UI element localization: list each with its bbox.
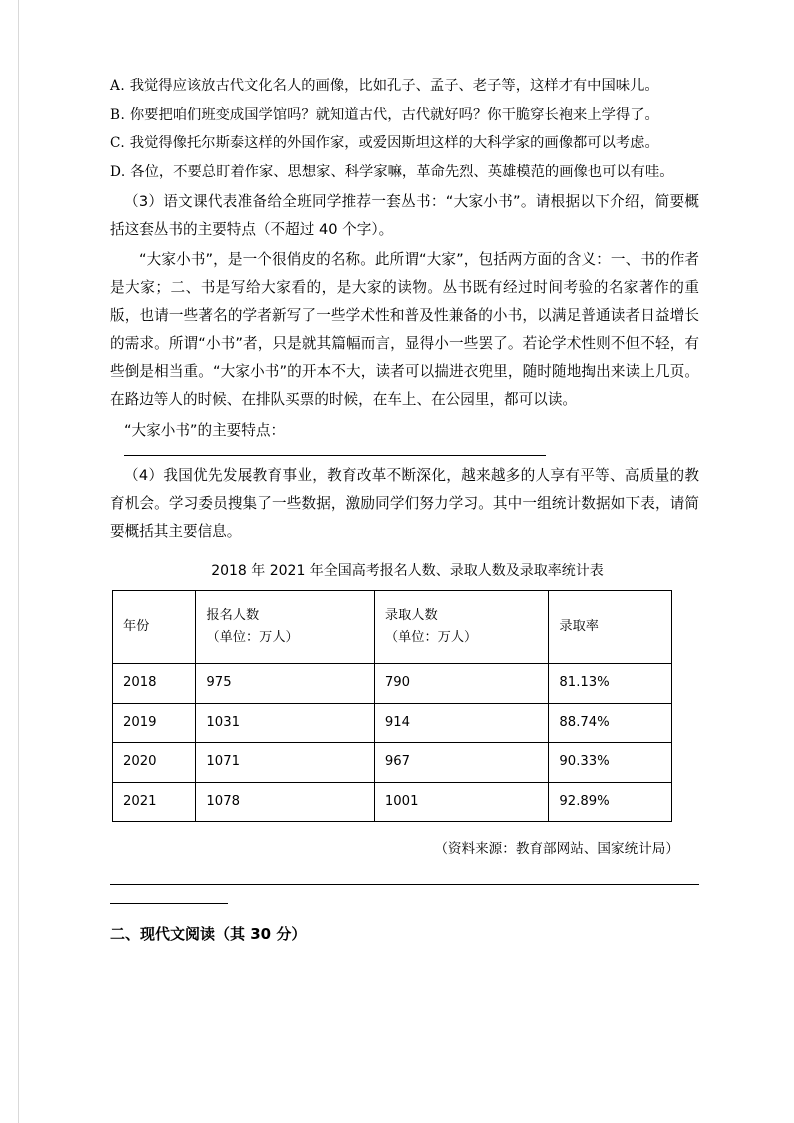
cell-applicants-2018: 975 — [196, 664, 374, 703]
page-left-border — [18, 0, 19, 1123]
header-applicants — [196, 591, 374, 664]
option-b-text: 你要把咱们班变成国学馆吗？就知道古代，古代就好吗？你干脆穿长袍来上学得了。 — [129, 106, 659, 123]
option-d-label: D. — [110, 163, 126, 180]
option-a — [110, 72, 699, 101]
cell-admitted-2021: 1001 — [374, 782, 549, 821]
table-row — [113, 743, 672, 782]
option-a-text: 我觉得应该放古代文化名人的画像，比如孔子、孟子、老子等，这样才有中国味儿。 — [129, 78, 659, 94]
table-row — [113, 703, 672, 742]
header-applicants-line1: 报名人数 — [206, 608, 260, 623]
question-3-answer-label: “大家小书”的主要特点： — [124, 421, 286, 439]
cell-year-2020: 2020 — [113, 743, 196, 782]
option-c — [110, 129, 699, 158]
cell-year-2021: 2021 — [113, 782, 196, 821]
option-c-text: 我觉得像托尔斯泰这样的外国作家，或爱因斯坦这样的大科学家的画像都可以考虑。 — [129, 135, 659, 152]
option-a-label: A. — [110, 78, 126, 94]
cell-applicants-2020: 1071 — [196, 743, 374, 782]
table-header-row — [113, 591, 672, 664]
answer-blank-line — [124, 455, 546, 456]
option-d — [110, 158, 699, 187]
cell-applicants-2021: 1078 — [196, 782, 374, 821]
cell-rate-2018: 81.13% — [549, 664, 672, 703]
option-b-label: B. — [110, 106, 126, 123]
option-d-text: 各位，不要总盯着作家、思想家、科学家嘛，革命先烈、英雄模范的画像也可以有哇。 — [130, 163, 674, 180]
question-3-passage: “大家小书”，是一个很俏皮的名称。此所谓“大家”，包括两方面的含义：一、书的作者是大家；二、书是写给大家看的，是大家的读物。丛书既有经过时间考验的名家著作的重版，也请一些著名的学者新写了一些学术性和普及性兼备的小书，以满足普通读者日益增长的需求。所谓“小书”者，只是就其篇幅而言，显得小一些罢了。若论学术性则不但不轻，有些倒是相当重。“大家小书”的开本不大，读者可以揣进衣兜里，随时随地掏出来读上几页。在路边等人的时候、在排队买票的时候，在车上、在公园里，都可以读。 — [110, 251, 699, 409]
cell-rate-2020: 90.33% — [549, 743, 672, 782]
cell-rate-2021: 92.89% — [549, 782, 672, 821]
page-content — [110, 72, 699, 949]
header-applicants-line2: （单位：万人） — [206, 630, 299, 646]
footnote-rule — [110, 903, 228, 904]
cell-admitted-2019: 914 — [374, 703, 549, 742]
table-row — [113, 664, 672, 703]
cell-rate-2019: 88.74% — [549, 703, 672, 742]
table-source-note: （资料来源：教育部网站、国家统计局） — [434, 841, 679, 858]
header-admitted-line1: 录取人数 — [384, 608, 438, 623]
header-year-line1: 年份 — [123, 619, 150, 635]
question-3-prompt: （3）语文课代表准备给全班同学推荐一套丛书：“大家小书”。请根据以下介绍，简要概括这套丛书的主要特点（不超过 40 个字）。 — [110, 193, 699, 239]
cell-admitted-2020: 967 — [374, 743, 549, 782]
cell-year-2019: 2019 — [113, 703, 196, 742]
cell-year-2018: 2018 — [113, 664, 196, 703]
section-heading: 二、现代文阅读（其 30 分） — [110, 925, 307, 944]
header-year — [113, 591, 196, 664]
cell-applicants-2019: 1031 — [196, 703, 374, 742]
table-title: 2018 年 2021 年全国高考报名人数、录取人数及录取率统计表 — [211, 562, 604, 579]
page-divider-rule — [110, 884, 699, 885]
cell-admitted-2018: 790 — [374, 664, 549, 703]
header-rate — [549, 591, 672, 664]
table-row — [113, 782, 672, 821]
option-c-label: C. — [110, 135, 126, 152]
option-b — [110, 101, 699, 130]
header-admitted-line2: （单位：万人） — [384, 630, 478, 646]
header-rate-line1: 录取率 — [559, 619, 599, 635]
statistics-table — [112, 590, 672, 822]
question-4-prompt: （4）我国优先发展教育事业，教育改革不断深化，越来越多的人享有平等、高质量的教育机会。学习委员搜集了一些数据，激励同学们努力学习。其中一组统计数据如下表，请简要概括其主要信息。 — [110, 466, 699, 540]
header-admitted — [374, 591, 549, 664]
